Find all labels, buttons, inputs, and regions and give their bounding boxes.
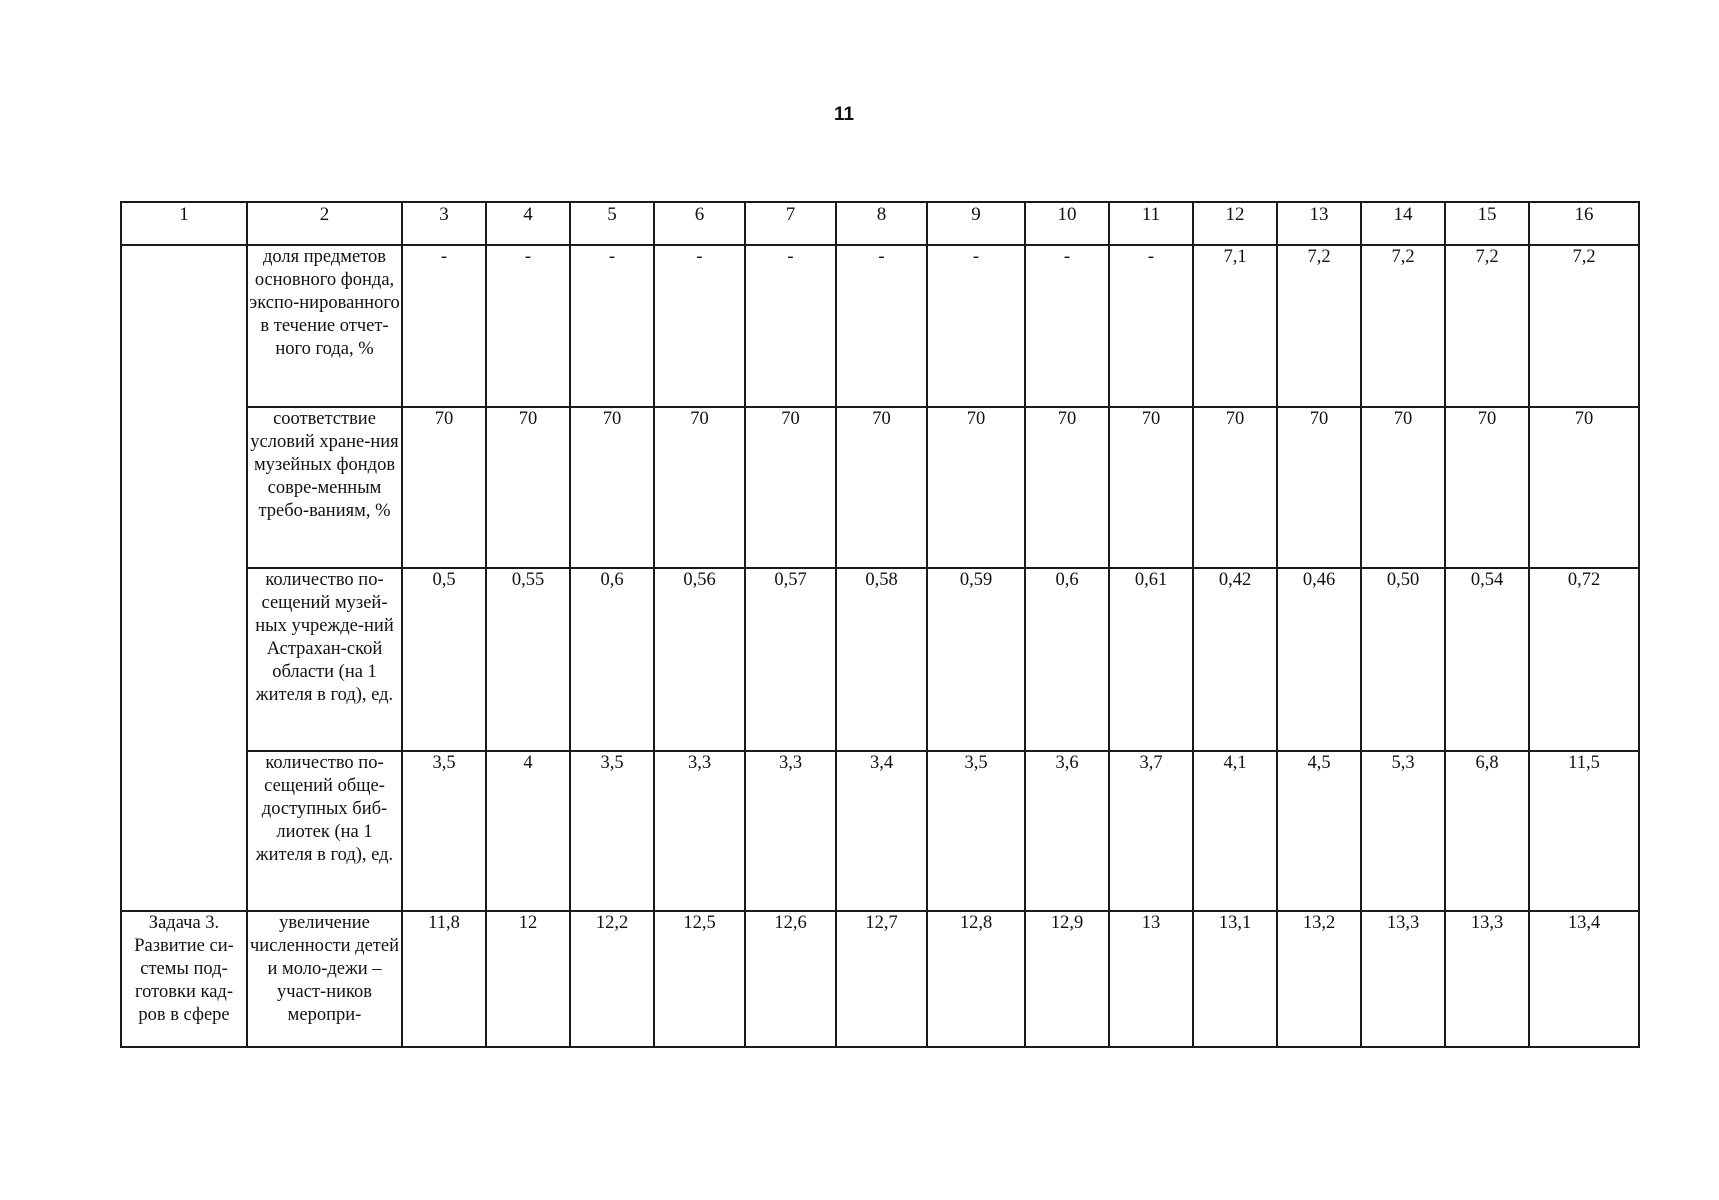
value-cell: 0,54 [1445, 568, 1529, 751]
value-cell: 12,8 [927, 911, 1025, 1047]
value-cell: 70 [486, 407, 570, 568]
header-cell-label: 5 [607, 204, 617, 225]
value-cell: 7,2 [1445, 245, 1529, 407]
header-cell-label: 3 [439, 204, 449, 225]
header-cell [247, 202, 402, 245]
value-cell: 0,59 [927, 568, 1025, 751]
value-cell: 12,6 [745, 911, 836, 1047]
value-cell: 70 [1445, 407, 1529, 568]
table-row [121, 911, 1639, 1047]
value-cell: 70 [1277, 407, 1361, 568]
header-cell [654, 202, 745, 245]
task-cell [121, 245, 247, 911]
value-cell: 0,50 [1361, 568, 1445, 751]
value-cell: - [570, 245, 654, 407]
value-cell: 12,2 [570, 911, 654, 1047]
header-cell [486, 202, 570, 245]
indicators-table [120, 201, 1640, 1048]
value-cell: 12,5 [654, 911, 745, 1047]
value-cell: 4,1 [1193, 751, 1277, 911]
value-cell: 0,6 [1025, 568, 1109, 751]
header-cell [402, 202, 486, 245]
value-cell: 13,3 [1445, 911, 1529, 1047]
task-cell: Задача 3. Развитие си-стемы под-готовки кад-ров в сфере [121, 911, 247, 1047]
value-cell: 13 [1109, 911, 1193, 1047]
value-cell: 70 [927, 407, 1025, 568]
table-row [121, 751, 1639, 911]
value-cell: 3,5 [927, 751, 1025, 911]
value-cell: 70 [745, 407, 836, 568]
value-cell: 12 [486, 911, 570, 1047]
value-cell: 3,4 [836, 751, 927, 911]
header-cell [1193, 202, 1277, 245]
value-cell: 7,2 [1529, 245, 1639, 407]
value-cell: 0,6 [570, 568, 654, 751]
header-cell-label: 13 [1309, 204, 1329, 225]
header-cell [570, 202, 654, 245]
header-cell [1277, 202, 1361, 245]
header-row [121, 202, 1639, 245]
value-cell: 0,72 [1529, 568, 1639, 751]
value-cell: 70 [1361, 407, 1445, 568]
value-cell: 0,5 [402, 568, 486, 751]
header-cell [745, 202, 836, 245]
value-cell: 3,3 [745, 751, 836, 911]
value-cell: 70 [1193, 407, 1277, 568]
value-cell: 11,5 [1529, 751, 1639, 911]
table-row [121, 407, 1639, 568]
value-cell: 3,5 [570, 751, 654, 911]
header-cell-label: 9 [971, 204, 981, 225]
header-cell-label: 8 [876, 204, 887, 225]
value-cell: 0,46 [1277, 568, 1361, 751]
value-cell: 0,57 [745, 568, 836, 751]
header-cell-label: 14 [1393, 204, 1413, 225]
value-cell: 5,3 [1361, 751, 1445, 911]
value-cell: 3,5 [402, 751, 486, 911]
header-cell [836, 202, 927, 245]
header-cell-label: 4 [523, 204, 533, 225]
header-cell-label: 10 [1057, 204, 1077, 225]
header-cell-label: 15 [1477, 204, 1497, 225]
value-cell: 70 [836, 407, 927, 568]
value-cell: 0,61 [1109, 568, 1193, 751]
value-cell: 13,3 [1361, 911, 1445, 1047]
value-cell: 0,55 [486, 568, 570, 751]
value-cell: 3,7 [1109, 751, 1193, 911]
value-cell: 0,58 [836, 568, 927, 751]
header-cell [1025, 202, 1109, 245]
value-cell: - [1109, 245, 1193, 407]
indicator-cell: доля предметов основного фонда, экспо-нированного в течение отчет-ного года, % [247, 245, 402, 407]
indicator-cell: увеличение численности детей и моло-дежи – участ-ников меропри- [247, 911, 402, 1047]
value-cell: - [836, 245, 927, 407]
header-cell [1361, 202, 1445, 245]
value-cell: 70 [1529, 407, 1639, 568]
header-cell [1529, 202, 1639, 245]
value-cell: 12,7 [836, 911, 927, 1047]
header-cell [927, 202, 1025, 245]
header-cell [1445, 202, 1529, 245]
value-cell: 0,42 [1193, 568, 1277, 751]
indicator-cell: количество по-сещений обще-доступных биб-лиотек (на 1 жителя в год), ед. [247, 751, 402, 911]
value-cell: 3,3 [654, 751, 745, 911]
value-cell: 6,8 [1445, 751, 1529, 911]
value-cell: - [1025, 245, 1109, 407]
value-cell: 0,56 [654, 568, 745, 751]
header-cell-label: 11 [1141, 204, 1161, 225]
value-cell: - [927, 245, 1025, 407]
value-cell: 70 [402, 407, 486, 568]
value-cell: - [486, 245, 570, 407]
value-cell: 4 [486, 751, 570, 911]
value-cell: - [654, 245, 745, 407]
value-cell: 3,6 [1025, 751, 1109, 911]
header-cell [121, 202, 247, 245]
header-cell-label: 7 [785, 204, 796, 225]
value-cell: 12,9 [1025, 911, 1109, 1047]
table-row [121, 245, 1639, 407]
value-cell: 70 [1025, 407, 1109, 568]
value-cell: 7,2 [1361, 245, 1445, 407]
value-cell: 7,1 [1193, 245, 1277, 407]
table-row [121, 568, 1639, 751]
value-cell: 13,4 [1529, 911, 1639, 1047]
value-cell: 70 [1109, 407, 1193, 568]
header-cell-label: 2 [319, 204, 330, 225]
value-cell: 13,1 [1193, 911, 1277, 1047]
indicator-cell: количество по-сещений музей-ных учрежде-ний Астрахан-ской области (на 1 жителя в год), ед. [247, 568, 402, 751]
header-cell-label: 1 [179, 204, 189, 225]
value-cell: 70 [570, 407, 654, 568]
value-cell: 11,8 [402, 911, 486, 1047]
value-cell: 7,2 [1277, 245, 1361, 407]
header-cell [1109, 202, 1193, 245]
indicator-cell: соответствие условий хране-ния музейных фондов совре-менным требо-ваниям, % [247, 407, 402, 568]
value-cell: - [402, 245, 486, 407]
value-cell: 70 [654, 407, 745, 568]
page-number: 11 [833, 104, 855, 125]
header-cell-label: 12 [1225, 204, 1245, 225]
header-cell-label: 16 [1574, 204, 1594, 225]
value-cell: 13,2 [1277, 911, 1361, 1047]
value-cell: 4,5 [1277, 751, 1361, 911]
value-cell: - [745, 245, 836, 407]
header-cell-label: 6 [694, 204, 705, 225]
